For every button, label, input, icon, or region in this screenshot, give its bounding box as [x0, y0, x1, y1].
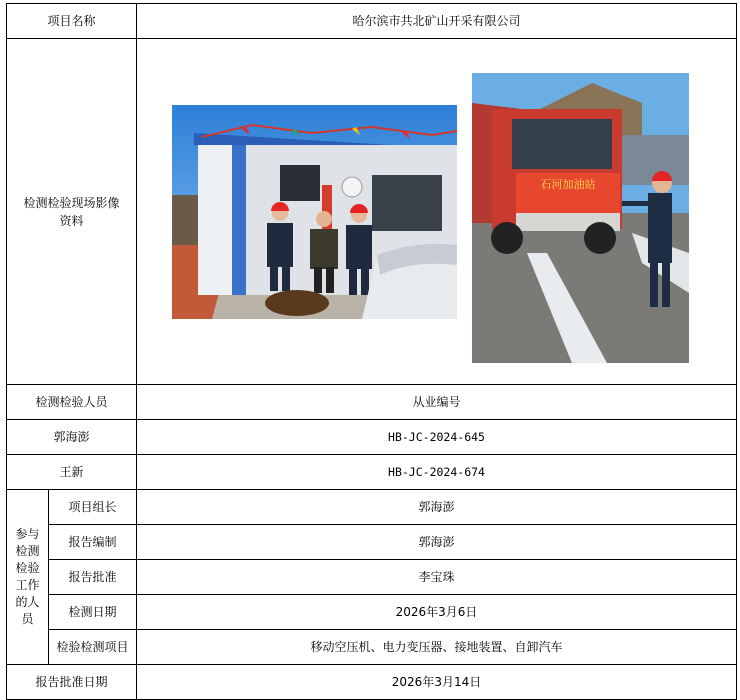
participant-row	[7, 490, 737, 525]
photos-area	[137, 39, 736, 384]
project-row	[7, 4, 737, 39]
participant-role: 项目组长	[49, 490, 137, 525]
participant-value: 移动空压机、电力变压器、接地装置、自卸汽车	[137, 630, 737, 665]
approval-date-row	[7, 665, 737, 700]
participant-value: 2026年3月6日	[137, 595, 737, 630]
participant-value: 李宝珠	[137, 560, 737, 595]
site-photo-truck	[472, 73, 689, 363]
inspector-cert-number: HB-JC-2024-674	[137, 455, 737, 490]
inspector-cert-number: HB-JC-2024-645	[137, 420, 737, 455]
truck-banner-text: 石河加油站	[540, 178, 596, 191]
approval-date-label: 报告批准日期	[7, 665, 137, 700]
inspector-row	[7, 420, 737, 455]
participant-row	[7, 595, 737, 630]
photos-cell	[137, 39, 737, 385]
participant-role: 报告批准	[49, 560, 137, 595]
photos-label	[7, 39, 137, 385]
inspector-row	[7, 455, 737, 490]
inspector-name: 郭海澎	[7, 420, 137, 455]
project-name: 哈尔滨市共北矿山开采有限公司	[137, 4, 737, 39]
photos-row	[7, 39, 737, 385]
report-table	[6, 3, 737, 700]
participant-role: 检验检测项目	[49, 630, 137, 665]
inspectors-label: 检测检验人员	[7, 385, 137, 420]
inspectors-header-row	[7, 385, 737, 420]
participants-group-label	[7, 490, 49, 665]
site-photo-team	[172, 105, 457, 319]
participant-value: 郭海澎	[137, 490, 737, 525]
participant-row	[7, 525, 737, 560]
participant-row	[7, 560, 737, 595]
inspector-name: 王新	[7, 455, 137, 490]
participant-row	[7, 630, 737, 665]
participant-role: 检测日期	[49, 595, 137, 630]
cert-number-header: 从业编号	[137, 385, 737, 420]
approval-date-value: 2026年3月14日	[137, 665, 737, 700]
photos-label-text: 检测检验现场影像资料	[23, 195, 120, 228]
participant-value: 郭海澎	[137, 525, 737, 560]
participant-role: 报告编制	[49, 525, 137, 560]
participants-group-text: 参与检测检验工作的人员	[15, 527, 40, 626]
project-label: 项目名称	[7, 4, 137, 39]
